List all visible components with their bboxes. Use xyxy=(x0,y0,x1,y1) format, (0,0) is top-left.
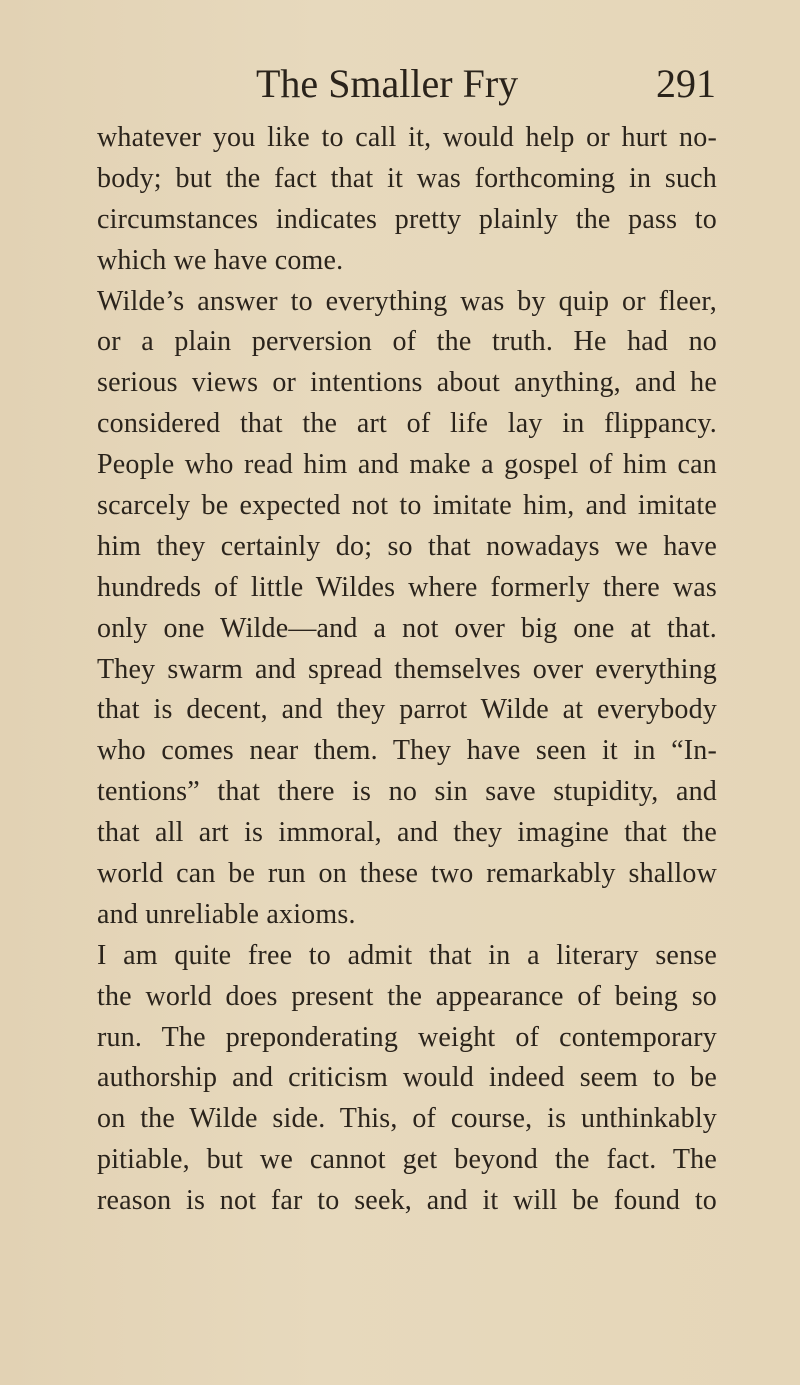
running-head xyxy=(256,56,716,112)
text-line: that all art is immoral, and they imagine that the xyxy=(97,817,717,849)
text-line: They swarm and spread themselves over everything xyxy=(97,653,717,685)
body-text xyxy=(97,118,717,1222)
text-line: pitiable, but we cannot get beyond the fact. The xyxy=(97,1144,717,1176)
text-line: the world does present the appearance of being so xyxy=(97,980,717,1012)
text-line: whatever you like to call it, would help or hurt no- xyxy=(97,122,717,153)
text-line: serious views or intentions about anything, and he xyxy=(97,367,717,399)
text-line: Wilde’s answer to everything was by quip or fleer, xyxy=(97,285,717,317)
text-line: run. The preponderating weight of contemporary xyxy=(97,1021,717,1053)
text-line: or a plain perversion of the truth. He had no xyxy=(97,326,717,358)
text-line: reason is not far to seek, and it will be found to xyxy=(97,1185,717,1217)
text-line: only one Wilde—and a not over big one at that. xyxy=(97,612,717,644)
text-line: People who read him and make a gospel of him can xyxy=(97,449,717,481)
text-line: him they certainly do; so that nowadays we have xyxy=(97,530,717,562)
text-line: world can be run on these two remarkably shallow xyxy=(97,858,717,890)
text-line: circumstances indicates pretty plainly the pass to xyxy=(97,203,717,235)
text-line: on the Wilde side. This, of course, is unthinkably xyxy=(97,1103,717,1135)
running-title: The Smaller Fry xyxy=(256,61,519,106)
text-line: scarcely be expected not to imitate him, and imitate xyxy=(97,490,717,522)
text-line: considered that the art of life lay in flippancy. xyxy=(97,408,717,440)
text-line: which we have come. xyxy=(97,244,344,276)
page-number: 291 xyxy=(656,61,716,106)
text-line: hundreds of little Wildes where formerly there was xyxy=(97,571,717,603)
text-line: I am quite free to admit that in a literary sense xyxy=(97,939,717,971)
text-line: body; but the fact that it was forthcoming in such xyxy=(97,162,717,194)
text-line: who comes near them. They have seen it in “In- xyxy=(97,735,717,767)
text-line: and unreliable axioms. xyxy=(97,898,356,930)
text-line: tentions” that there is no sin save stupidity, and xyxy=(97,776,717,808)
text-line: authorship and criticism would indeed seem to be xyxy=(97,1062,717,1094)
text-line: that is decent, and they parrot Wilde at everybody xyxy=(97,694,717,726)
